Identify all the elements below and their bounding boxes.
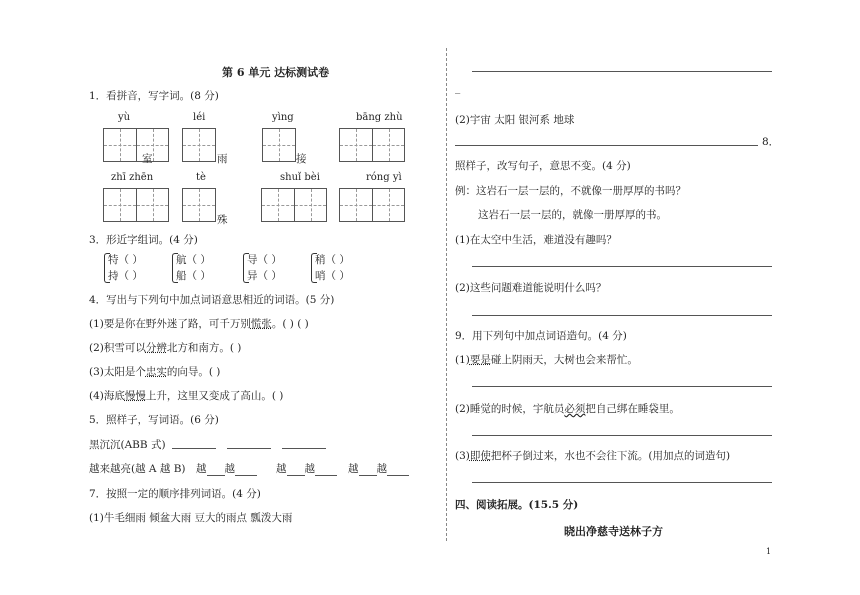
q7-sentence-2: (2)宇宙 太阳 银河系 地球 (455, 114, 575, 126)
similar-char-item: 船（ ） (176, 270, 211, 282)
answer-line[interactable] (472, 386, 772, 387)
answer-line[interactable] (455, 145, 758, 146)
given-char: 雨 (217, 153, 228, 165)
q4-sentence-1: (1)要是你在野外迷了路，可千万别慌张。( ) ( ) (89, 318, 309, 330)
answer-blank[interactable] (172, 448, 216, 449)
writing-grid[interactable] (103, 128, 169, 162)
q9-sentence-1: (1)要是碰上阴雨天，大树也会来帮忙。 (455, 354, 638, 366)
q3-heading: 3．形近字组词。(4 分) (89, 234, 198, 246)
q8-number: 8． (762, 136, 780, 148)
pinyin: yìng (272, 112, 294, 123)
section-4-heading: 四、阅读拓展。(15.5 分) (455, 499, 579, 511)
q9-sentence-2: (2)睡觉的时候，宇航员必须把自己绑在睡袋里。 (455, 403, 680, 415)
pinyin: tè (196, 172, 206, 183)
q5-abb-label: 黑沉沉(ABB 式) (89, 439, 166, 451)
pinyin: yù (118, 112, 131, 123)
q5-yue-word[interactable]: 越 越 (196, 461, 257, 476)
similar-char-item: 哨（ ） (315, 270, 350, 282)
writing-grid[interactable] (261, 188, 327, 222)
writing-grid[interactable] (339, 188, 405, 222)
answer-line[interactable] (472, 266, 772, 267)
writing-grid[interactable] (339, 128, 405, 162)
similar-char-item: 特（ ） (108, 254, 143, 266)
q8-sentence-2: (2)这些问题难道能说明什么吗？ (455, 282, 607, 294)
pinyin: léi (193, 112, 206, 123)
answer-line[interactable] (472, 435, 772, 436)
q4-sentence-3: (3)太阳是个忠实的向导。( ) (89, 366, 221, 378)
column-divider (446, 48, 447, 541)
answer-blank[interactable] (282, 448, 326, 449)
q4-sentence-2: (2)积雪可以分辨北方和南方。( ) (89, 342, 242, 354)
answer-blank[interactable] (227, 448, 271, 449)
pinyin: bāng zhù (356, 112, 403, 123)
pinyin: zhī zhēn (111, 172, 154, 183)
q5-yue-label: 越来越亮(越 A 越 B) (89, 463, 186, 475)
similar-char-item: 航（ ） (176, 254, 211, 266)
poem-title: 晓出净慈寺送林子方 (564, 525, 663, 538)
page-title: 第 6 单元 达标测试卷 (222, 66, 330, 79)
q4-heading: 4．写出与下列句中加点词语意思相近的词语。(5 分) (89, 294, 335, 306)
similar-char-item: 稍（ ） (315, 254, 350, 266)
given-char: 接 (296, 153, 307, 165)
q1-heading: 1．看拼音，写字词。(8 分) (89, 90, 219, 102)
similar-char-item: 异（ ） (247, 270, 282, 282)
q5-yue-word[interactable]: 越 越 (348, 461, 409, 476)
underscore-mark: _ (455, 82, 461, 94)
given-char: 殊 (217, 214, 228, 226)
q8-heading: 照样子，改写句子，意思不变。(4 分) (455, 160, 631, 172)
pinyin: róng yì (366, 172, 402, 183)
answer-line[interactable] (472, 482, 772, 483)
q9-sentence-3: (3)即使把杯子倒过来，水也不会往下流。(用加点的词造句) (455, 450, 731, 462)
q8-sentence-1: (1)在太空中生活，难道没有趣吗？ (455, 234, 617, 246)
q7-sentence-1: (1)牛毛细雨 倾盆大雨 豆大的雨点 瓢泼大雨 (89, 512, 293, 524)
similar-char-item: 持（ ） (108, 270, 143, 282)
writing-grid[interactable] (262, 128, 296, 162)
q8-example-2: 这岩石一层一层的，就像一册厚厚的书。 (478, 209, 667, 221)
q7-heading: 7．按照一定的顺序排列词语。(4 分) (89, 488, 261, 500)
q8-example-1: 例：这岩石一层一层的，不就像一册厚厚的书吗？ (455, 185, 686, 197)
writing-grid[interactable] (103, 188, 169, 222)
pinyin: shuǐ bèi (280, 172, 320, 183)
q9-heading: 9．用下列句中加点词语造句。(4 分) (455, 330, 627, 342)
answer-line[interactable] (472, 71, 772, 72)
page-number: 1 (766, 547, 772, 556)
q5-yue-word[interactable]: 越 越 (276, 461, 337, 476)
writing-grid[interactable] (182, 128, 216, 162)
writing-grid[interactable] (182, 188, 216, 222)
q4-sentence-4: (4)海底慢慢上升，这里又变成了高山。( ) (89, 390, 284, 402)
similar-char-item: 导（ ） (247, 254, 282, 266)
given-char: 室 (142, 153, 153, 165)
q5-heading: 5．照样子，写词语。(6 分) (89, 414, 219, 426)
answer-line[interactable] (472, 315, 772, 316)
